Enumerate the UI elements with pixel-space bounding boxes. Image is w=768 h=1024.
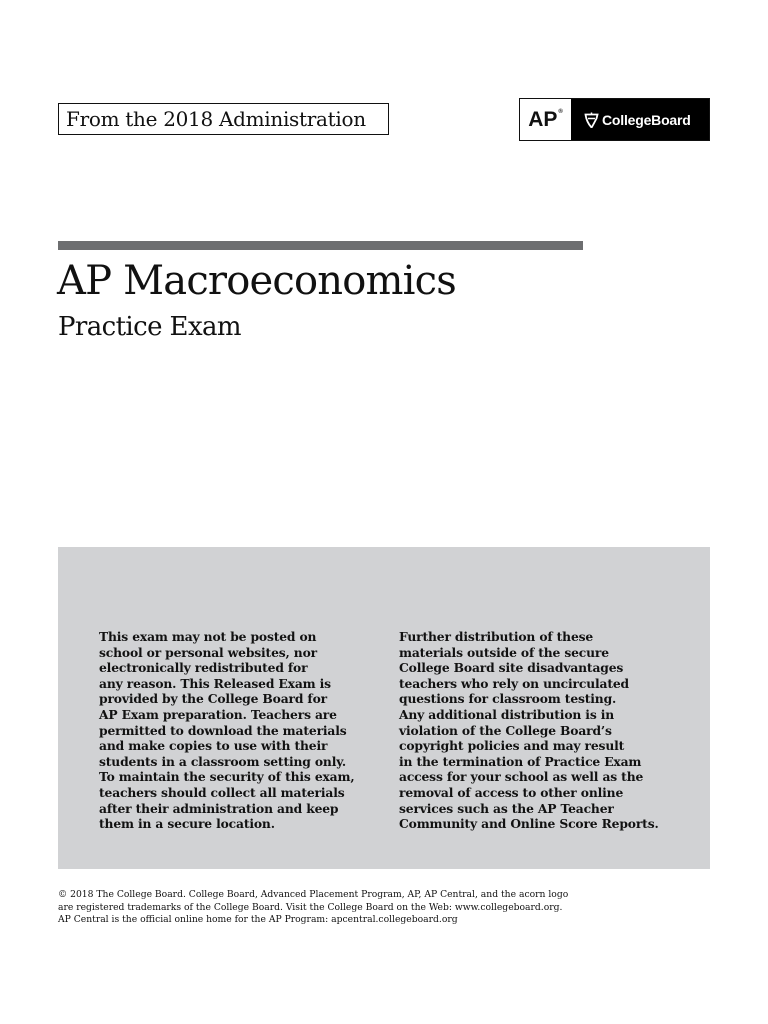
notice-line: in the termination of Practice Exam — [399, 753, 642, 769]
notice-line: students in a classroom setting only. — [99, 753, 346, 769]
notice-line: violation of the College Board’s — [399, 722, 612, 738]
notice-line: access for your school as well as the — [399, 769, 644, 785]
notice-line: To maintain the security of this exam, — [99, 769, 355, 785]
notice-line: Any additional distribution is in — [399, 706, 615, 722]
notice-line: College Board site disadvantages — [399, 660, 624, 676]
registered-mark: ® — [558, 108, 563, 115]
administration-label-text: From the 2018 Administration — [66, 107, 366, 131]
page-subtitle: Practice Exam — [58, 312, 241, 342]
notice-line: them in a secure location. — [99, 816, 275, 832]
notice-line: Further distribution of these — [399, 629, 594, 644]
notice-line: after their administration and keep — [99, 800, 339, 816]
notice-line: school or personal websites, nor — [99, 644, 317, 660]
notice-line: provided by the College Board for — [99, 691, 327, 707]
collegeboard-logo — [571, 99, 709, 140]
notice-left-column — [99, 629, 355, 832]
footer-line: AP Central is the official online home for the AP Program: apcentral.collegeboard.org — [58, 914, 458, 925]
notice-line: teachers who rely on uncirculated — [399, 675, 629, 691]
notice-panel — [58, 547, 710, 869]
notice-line: AP Exam preparation. Teachers are — [99, 706, 337, 722]
ap-logo-text: AP — [528, 107, 558, 131]
notice-line: questions for classroom testing. — [399, 691, 617, 707]
notice-line: This exam may not be posted on — [99, 629, 317, 644]
notice-line: copyright policies and may result — [399, 738, 625, 754]
notice-line: and make copies to use with their — [99, 738, 328, 754]
title-rule — [58, 241, 583, 250]
notice-line: any reason. This Released Exam is — [99, 675, 331, 691]
notice-line: materials outside of the secure — [399, 644, 609, 660]
notice-line: removal of access to other online — [399, 784, 624, 800]
ap-collegeboard-logo — [519, 98, 710, 141]
notice-right-column — [399, 629, 659, 832]
acorn-icon — [584, 112, 599, 128]
page-title: AP Macroeconomics — [57, 258, 456, 304]
administration-label — [58, 103, 389, 135]
notice-line: Community and Online Score Reports. — [399, 816, 659, 832]
copyright-footer — [58, 889, 568, 927]
ap-logo — [520, 99, 571, 140]
footer-line: © 2018 The College Board. College Board, Advanced Placement Program, AP, AP Central, and the acorn logo — [58, 889, 569, 900]
notice-line: services such as the AP Teacher — [399, 800, 614, 816]
notice-line: electronically redistributed for — [99, 660, 308, 676]
footer-line: are registered trademarks of the College Board. Visit the College Board on the Web: www.collegeboard.org. — [58, 901, 563, 913]
collegeboard-logo-text: CollegeBoard — [602, 111, 691, 128]
notice-line: teachers should collect all materials — [99, 784, 345, 800]
notice-line: permitted to download the materials — [99, 722, 347, 738]
